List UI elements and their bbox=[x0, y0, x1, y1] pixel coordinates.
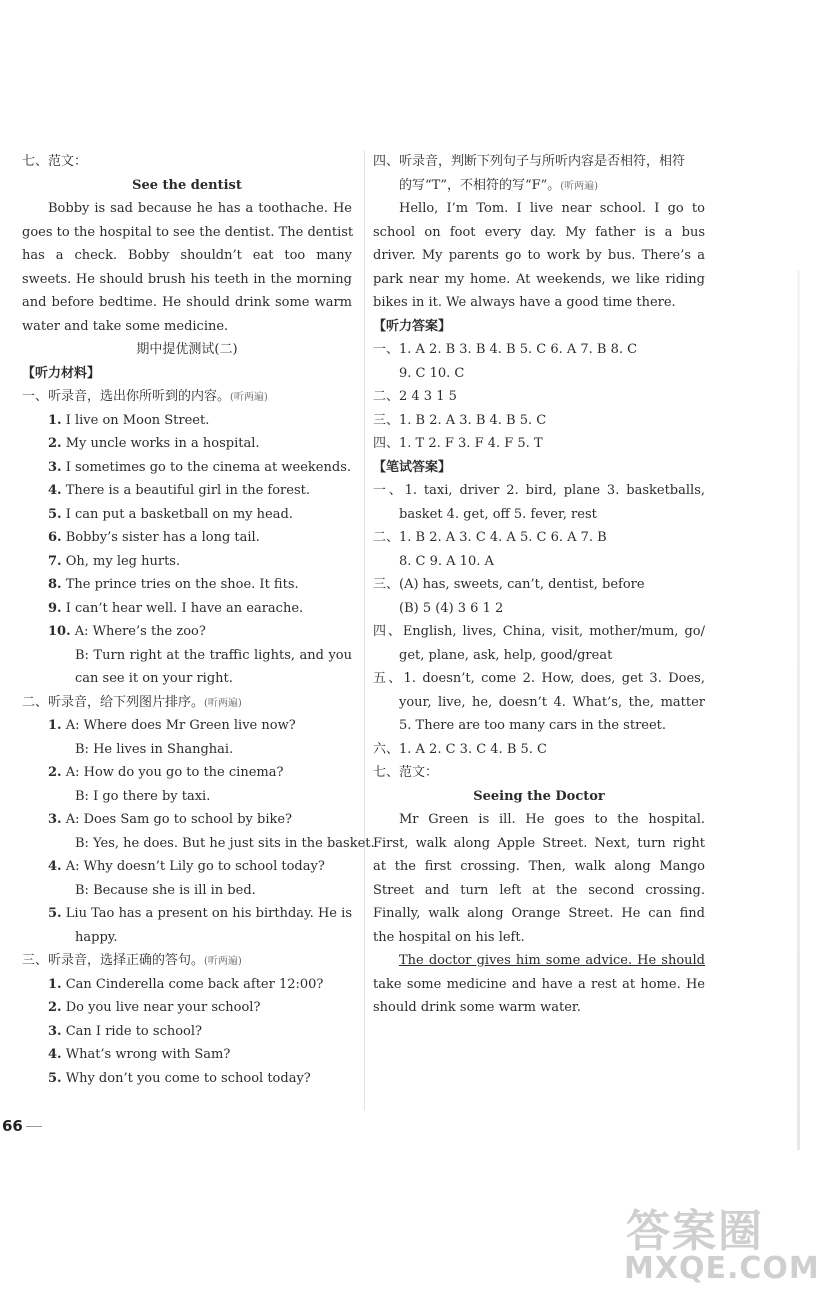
line-text: 期中提优测试(二) bbox=[136, 342, 238, 357]
right-line-26 bbox=[373, 761, 705, 785]
column-divider bbox=[364, 150, 365, 1110]
right-line-28 bbox=[373, 808, 705, 832]
left-line-6 bbox=[22, 291, 352, 315]
line-text: I live on Moon Street. bbox=[65, 412, 210, 428]
right-line-7 bbox=[373, 315, 705, 339]
right-line-19 bbox=[373, 597, 705, 621]
line-text: B: I go there by taxi. bbox=[75, 788, 211, 804]
line-text: can see it on your right. bbox=[75, 671, 233, 686]
right-line-27 bbox=[373, 785, 705, 809]
right-line-32 bbox=[373, 902, 705, 926]
right-line-35 bbox=[373, 973, 705, 997]
right-line-13 bbox=[373, 456, 705, 480]
line-text: get, plane, ask, help, good/great bbox=[399, 647, 613, 663]
line-text: 四、听录音，判断下列句子与所听内容是否相符，相符 bbox=[373, 154, 686, 169]
item-number: 2. bbox=[48, 436, 62, 451]
line-text: A: Why doesn’t Lily go to school today? bbox=[65, 859, 325, 874]
line-text: school on foot every day. My father is a bus bbox=[373, 224, 705, 240]
line-text: goes to the hospital to see the dentist. The dentist bbox=[22, 224, 354, 240]
line-text: Do you live near your school? bbox=[65, 1000, 261, 1015]
listen-note: (听两遍) bbox=[204, 956, 242, 967]
right-line-24 bbox=[373, 714, 705, 738]
line-text: 9. C 10. C bbox=[399, 365, 465, 381]
line-text: The doctor gives him some advice. He should bbox=[399, 953, 705, 968]
left-line-25 bbox=[22, 738, 352, 762]
line-text: bikes in it. We always have a good time there. bbox=[373, 295, 676, 310]
line-text: your, live, he, doesn’t 4. What’s, the, matter bbox=[399, 694, 705, 710]
item-number: 3. bbox=[48, 812, 62, 827]
left-line-34 bbox=[22, 949, 352, 973]
line-text: I can’t hear well. I have an earache. bbox=[65, 600, 304, 616]
line-text: happy. bbox=[75, 929, 118, 945]
left-line-18 bbox=[22, 573, 352, 597]
left-line-11 bbox=[22, 409, 352, 433]
line-text: What’s wrong with Sam? bbox=[65, 1047, 231, 1062]
left-line-31 bbox=[22, 879, 352, 903]
item-number: 5. bbox=[48, 506, 62, 522]
left-line-37 bbox=[22, 1020, 352, 1044]
left-line-7 bbox=[22, 315, 352, 339]
line-text: (B) 5 (4) 3 6 1 2 bbox=[399, 600, 504, 616]
line-text: park near my home. At weekends, we like riding bbox=[373, 271, 705, 287]
line-text: Finally, walk along Orange Street. He can find bbox=[373, 906, 705, 921]
left-line-5 bbox=[22, 268, 352, 292]
line-text: B: He lives in Shanghai. bbox=[75, 741, 234, 757]
line-text: 8. C 9. A 10. A bbox=[399, 553, 494, 569]
line-text: has a check. Bobby shouldn’t eat too many bbox=[22, 248, 352, 263]
line-text: Oh, my leg hurts. bbox=[65, 553, 181, 569]
right-line-16 bbox=[373, 526, 705, 550]
item-number: 3. bbox=[48, 1023, 62, 1039]
line-text: 四、English, lives, China, visit, mother/mum, go/ bbox=[373, 624, 705, 639]
watermark-en: MXQE.COM bbox=[624, 1251, 820, 1286]
item-number: 1. bbox=[48, 718, 62, 733]
line-text: water and take some medicine. bbox=[22, 318, 229, 334]
item-number: 9. bbox=[48, 600, 62, 616]
line-text: at the first crossing. Then, walk along Mango bbox=[373, 859, 705, 874]
left-line-9 bbox=[22, 362, 352, 386]
line-text: Street and turn left at the second crossing. bbox=[373, 882, 705, 898]
page-number: 66 bbox=[2, 1117, 23, 1135]
left-line-39 bbox=[22, 1067, 352, 1091]
item-number: 10. bbox=[48, 624, 71, 639]
left-line-21 bbox=[22, 644, 352, 668]
line-text: 【听力答案】 bbox=[373, 318, 452, 334]
line-text: A: How do you go to the cinema? bbox=[65, 765, 284, 780]
line-text: A: Does Sam go to school by bike? bbox=[65, 812, 293, 827]
right-line-29 bbox=[373, 832, 705, 856]
right-column bbox=[373, 150, 705, 1020]
left-line-30 bbox=[22, 855, 352, 879]
item-number: 3. bbox=[48, 459, 62, 475]
line-text: Mr Green is ill. He goes to the hospital. bbox=[399, 812, 705, 827]
line-text: I can put a basketball on my head. bbox=[65, 506, 293, 522]
left-line-10 bbox=[22, 385, 352, 409]
listen-note: (听两遍) bbox=[560, 180, 599, 192]
line-text: basket 4. get, off 5. fever, rest bbox=[399, 506, 597, 522]
left-line-4 bbox=[22, 244, 352, 268]
right-line-9 bbox=[373, 362, 705, 386]
left-line-14 bbox=[22, 479, 352, 503]
right-line-8 bbox=[373, 338, 705, 362]
line-text: should drink some warm water. bbox=[373, 1000, 581, 1015]
line-text: 四、1. T 2. F 3. F 4. F 5. T bbox=[373, 436, 543, 451]
left-line-17 bbox=[22, 550, 352, 574]
left-line-8 bbox=[22, 338, 352, 362]
item-number: 4. bbox=[48, 1047, 62, 1062]
watermark-cn: 答案圈 bbox=[626, 1206, 764, 1257]
item-number: 5. bbox=[48, 906, 62, 921]
line-text: take some medicine and have a rest at home. He bbox=[373, 976, 705, 992]
right-line-4 bbox=[373, 244, 705, 268]
item-number: 5. bbox=[48, 1070, 62, 1086]
right-line-20 bbox=[373, 620, 705, 644]
right-line-21 bbox=[373, 644, 705, 668]
right-line-10 bbox=[373, 385, 705, 409]
right-line-25 bbox=[373, 738, 705, 762]
item-number: 4. bbox=[48, 859, 62, 874]
line-text: driver. My parents go to work by bus. There’s a bbox=[373, 248, 705, 263]
left-line-33 bbox=[22, 926, 352, 950]
right-line-22 bbox=[373, 667, 705, 691]
right-line-15 bbox=[373, 503, 705, 527]
line-text: Hello, I’m Tom. I live near school. I go to bbox=[399, 201, 705, 216]
item-number: 7. bbox=[48, 553, 62, 569]
item-number: 4. bbox=[48, 483, 62, 498]
left-line-0 bbox=[22, 150, 352, 174]
line-text: First, walk along Apple Street. Next, turn right bbox=[373, 835, 705, 851]
line-text: The prince tries on the shoe. It fits. bbox=[65, 577, 299, 592]
line-text: 三、1. B 2. A 3. B 4. B 5. C bbox=[373, 412, 547, 428]
line-text: Liu Tao has a present on his birthday. He is bbox=[65, 906, 353, 921]
right-line-33 bbox=[373, 926, 705, 950]
line-text: 二、2 4 3 1 5 bbox=[373, 389, 457, 404]
right-line-12 bbox=[373, 432, 705, 456]
left-line-35 bbox=[22, 973, 352, 997]
left-line-36 bbox=[22, 996, 352, 1020]
right-line-5 bbox=[373, 268, 705, 292]
right-line-3 bbox=[373, 221, 705, 245]
watermark-logo bbox=[620, 1195, 820, 1286]
line-text: 一、1. A 2. B 3. B 4. B 5. C 6. A 7. B 8. C bbox=[373, 342, 638, 357]
left-line-24 bbox=[22, 714, 352, 738]
listen-note: (听两遍) bbox=[230, 392, 268, 403]
left-line-22 bbox=[22, 667, 352, 691]
left-line-3 bbox=[22, 221, 352, 245]
line-text: My uncle works in a hospital. bbox=[65, 436, 260, 451]
line-text: B: Yes, he does. But he just sits in the basket. bbox=[75, 835, 375, 851]
line-text: 三、(A) has, sweets, can’t, dentist, before bbox=[373, 577, 645, 592]
item-number: 8. bbox=[48, 577, 62, 592]
line-text: B: Because she is ill in bed. bbox=[75, 882, 256, 898]
left-line-13 bbox=[22, 456, 352, 480]
right-line-2 bbox=[373, 197, 705, 221]
right-line-18 bbox=[373, 573, 705, 597]
line-text: 二、1. B 2. A 3. C 4. A 5. C 6. A 7. B bbox=[373, 530, 607, 545]
line-text: sweets. He should brush his teeth in the morning bbox=[22, 271, 352, 287]
line-text: 【听力材料】 bbox=[22, 365, 101, 381]
page-number-rule bbox=[26, 1126, 42, 1127]
left-line-1 bbox=[22, 174, 352, 198]
left-line-38 bbox=[22, 1043, 352, 1067]
item-number: 1. bbox=[48, 976, 62, 992]
line-text: 【笔试答案】 bbox=[373, 459, 452, 475]
line-text: There is a beautiful girl in the forest. bbox=[65, 483, 310, 498]
line-text: 三、听录音，选择正确的答句。 bbox=[22, 953, 205, 968]
item-number: 6. bbox=[48, 530, 62, 545]
right-line-17 bbox=[373, 550, 705, 574]
line-text: 一、听录音，选出你所听到的内容。 bbox=[22, 389, 231, 404]
line-text: A: Where’s the zoo? bbox=[74, 624, 206, 639]
left-line-16 bbox=[22, 526, 352, 550]
left-line-26 bbox=[22, 761, 352, 785]
listen-note: (听两遍) bbox=[204, 697, 242, 709]
line-text: B: Turn right at the traffic lights, and you bbox=[75, 647, 352, 663]
left-line-27 bbox=[22, 785, 352, 809]
right-line-30 bbox=[373, 855, 705, 879]
item-number: 1. bbox=[48, 412, 62, 428]
left-line-12 bbox=[22, 432, 352, 456]
line-text: the hospital on his left. bbox=[373, 929, 525, 945]
line-text: Can I ride to school? bbox=[65, 1023, 202, 1039]
line-text: 二、听录音，给下列图片排序。 bbox=[22, 694, 205, 710]
line-text: A: Where does Mr Green live now? bbox=[65, 718, 296, 733]
right-line-36 bbox=[373, 996, 705, 1020]
line-text: and before bedtime. He should drink some warm bbox=[22, 295, 352, 310]
line-text: Bobby’s sister has a long tail. bbox=[65, 530, 260, 545]
left-column bbox=[22, 150, 375, 1090]
right-line-11 bbox=[373, 409, 705, 433]
left-line-32 bbox=[22, 902, 352, 926]
right-line-23 bbox=[373, 691, 705, 715]
line-text: 5. There are too many cars in the street. bbox=[399, 718, 667, 733]
line-text: 的写“T”，不相符的写“F”。 bbox=[399, 177, 561, 193]
right-line-14 bbox=[373, 479, 705, 503]
line-text: Can Cinderella come back after 12:00? bbox=[65, 976, 324, 992]
left-line-15 bbox=[22, 503, 352, 527]
item-number: 2. bbox=[48, 765, 62, 780]
line-text: See the dentist bbox=[132, 177, 242, 193]
right-line-34 bbox=[373, 949, 705, 973]
left-line-28 bbox=[22, 808, 352, 832]
line-text: I sometimes go to the cinema at weekends. bbox=[65, 459, 352, 475]
left-line-23 bbox=[22, 691, 352, 715]
line-text: Bobby is sad because he has a toothache. He bbox=[48, 201, 352, 216]
right-line-6 bbox=[373, 291, 705, 315]
line-text: 七、范文： bbox=[22, 154, 88, 169]
page-edge bbox=[797, 270, 800, 1150]
line-text: Seeing the Doctor bbox=[473, 788, 605, 804]
right-line-0 bbox=[373, 150, 705, 174]
left-line-29 bbox=[22, 832, 375, 856]
left-line-19 bbox=[22, 597, 352, 621]
right-line-1 bbox=[373, 174, 705, 198]
line-text: 七、范文： bbox=[373, 765, 439, 780]
left-line-20 bbox=[22, 620, 352, 644]
item-number: 2. bbox=[48, 1000, 62, 1015]
line-text: 六、1. A 2. C 3. C 4. B 5. C bbox=[373, 741, 547, 757]
line-text: 一、1. taxi, driver 2. bird, plane 3. basketballs, bbox=[373, 483, 705, 498]
left-line-2 bbox=[22, 197, 352, 221]
line-text: Why don’t you come to school today? bbox=[65, 1070, 311, 1086]
right-line-31 bbox=[373, 879, 705, 903]
line-text: 五、1. doesn’t, come 2. How, does, get 3. Does, bbox=[373, 671, 705, 686]
